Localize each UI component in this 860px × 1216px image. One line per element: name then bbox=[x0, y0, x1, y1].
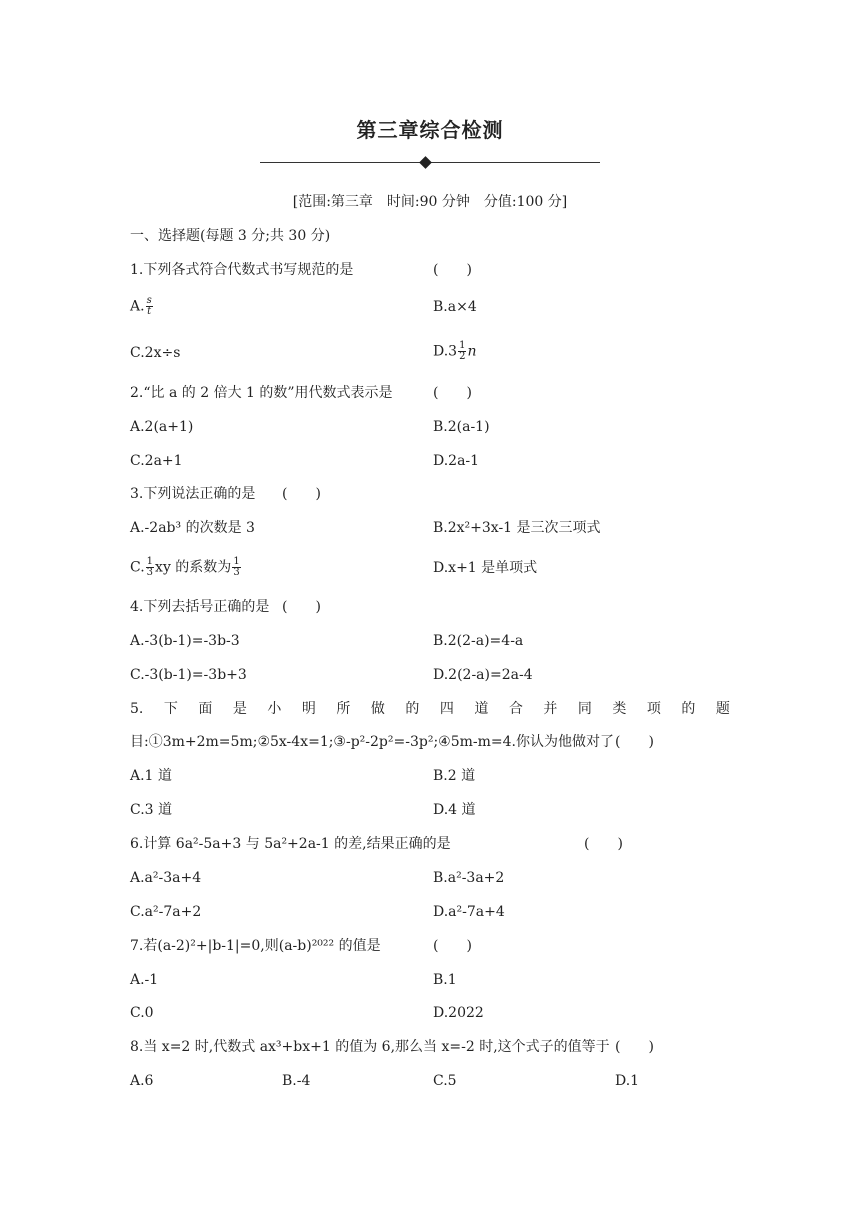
question-6-option-d[interactable]: D.a²-7a+4 bbox=[433, 904, 505, 920]
question-2-answer-paren: ( ) bbox=[433, 385, 472, 401]
question-1-stem: 1.下列各式符合代数式书写规范的是 bbox=[130, 262, 354, 278]
question-5-option-a[interactable]: A.1 道 bbox=[130, 768, 172, 784]
question-1-option-a[interactable] bbox=[130, 296, 154, 317]
question-4-option-a[interactable]: A.-3(b-1)=-3b-3 bbox=[130, 633, 240, 649]
question-6-option-a[interactable]: A.a²-3a+4 bbox=[130, 870, 202, 886]
question-3-option-b[interactable]: B.2x²+3x-1 是三次三项式 bbox=[433, 520, 601, 536]
question-3-stem: 3.下列说法正确的是 bbox=[130, 486, 256, 502]
question-5-option-b[interactable]: B.2 道 bbox=[433, 768, 476, 784]
question-8-option-d[interactable]: D.1 bbox=[615, 1073, 640, 1089]
question-3-option-d[interactable]: D.x+1 是单项式 bbox=[433, 560, 538, 576]
fraction: $\frac{s}{t}$ bbox=[146, 295, 152, 317]
question-8-option-c[interactable]: C.5 bbox=[433, 1073, 457, 1089]
question-2-option-a[interactable]: A.2(a+1) bbox=[130, 419, 194, 435]
question-4-option-c[interactable]: C.-3(b-1)=-3b+3 bbox=[130, 667, 247, 683]
exam-info: [范围:第三章 时间:90 分钟 分值:100 分] bbox=[292, 194, 568, 210]
question-4-option-d[interactable]: D.2(2-a)=2a-4 bbox=[433, 667, 533, 683]
question-3-option-c[interactable] bbox=[130, 557, 242, 578]
question-8-option-a[interactable]: A.6 bbox=[130, 1073, 154, 1089]
question-7-option-d[interactable]: D.2022 bbox=[433, 1005, 484, 1021]
question-8-stem: 8.当 x=2 时,代数式 ax³+bx+1 的值为 6,那么当 x=-2 时,这个式子的值等于 bbox=[130, 1039, 610, 1055]
question-8-answer-paren: ( ) bbox=[615, 1039, 654, 1055]
option-label: D.3 bbox=[433, 343, 458, 360]
question-6-option-b[interactable]: B.a²-3a+2 bbox=[433, 870, 505, 886]
diamond-ornament-icon bbox=[419, 156, 432, 169]
question-3-option-a[interactable]: A.-2ab³ 的次数是 3 bbox=[130, 520, 255, 536]
question-5-stem-line-1: 5. 下 面 是 小 明 所 做 的 四 道 合 并 同 类 项 的 题 bbox=[130, 701, 730, 717]
option-text: xy 的系数为 bbox=[155, 559, 232, 576]
question-2-stem: 2.“比 a 的 2 倍大 1 的数”用代数式表示是 bbox=[130, 385, 393, 401]
variable: n bbox=[467, 343, 477, 360]
question-2-option-c[interactable]: C.2a+1 bbox=[130, 453, 183, 469]
question-5-stem-line-2: 目:①3m+2m=5m;②5x-4x=1;③-p²-2p²=-3p²;④5m-m=4.你认为他做对了 bbox=[130, 734, 614, 750]
question-1-option-b[interactable]: B.a×4 bbox=[433, 299, 477, 315]
question-3-answer-paren: ( ) bbox=[282, 486, 321, 502]
question-6-answer-paren: ( ) bbox=[584, 836, 623, 852]
question-4-option-b[interactable]: B.2(2-a)=4-a bbox=[433, 633, 524, 649]
question-4-stem: 4.下列去括号正确的是 bbox=[130, 599, 270, 615]
question-4-answer-paren: ( ) bbox=[282, 599, 321, 615]
fraction: $\frac{1}{3}$ bbox=[146, 556, 154, 578]
page-title: 第三章综合检测 bbox=[356, 118, 504, 142]
question-5-option-d[interactable]: D.4 道 bbox=[433, 802, 476, 818]
option-label: A. bbox=[130, 298, 145, 315]
question-7-stem: 7.若(a-2)²+|b-1|=0,则(a-b)²⁰²² 的值是 bbox=[130, 938, 381, 954]
question-2-option-b[interactable]: B.2(a-1) bbox=[433, 419, 490, 435]
option-label: C. bbox=[130, 559, 145, 576]
question-7-option-b[interactable]: B.1 bbox=[433, 972, 457, 988]
question-8-option-b[interactable]: B.-4 bbox=[282, 1073, 311, 1089]
fraction: $\frac{1}{3}$ bbox=[233, 556, 240, 578]
question-6-option-c[interactable]: C.a²-7a+2 bbox=[130, 904, 202, 920]
question-7-answer-paren: ( ) bbox=[433, 938, 472, 954]
section-heading: 一、选择题(每题 3 分;共 30 分) bbox=[130, 228, 331, 244]
question-7-option-a[interactable]: A.-1 bbox=[130, 972, 159, 988]
question-2-option-d[interactable]: D.2a-1 bbox=[433, 453, 480, 469]
question-5-option-c[interactable]: C.3 道 bbox=[130, 802, 173, 818]
question-7-option-c[interactable]: C.0 bbox=[130, 1005, 154, 1021]
fraction: $\frac{1}{2}$ bbox=[459, 340, 466, 362]
question-1-option-c[interactable]: C.2x÷s bbox=[130, 345, 181, 361]
question-5-answer-paren: ( ) bbox=[615, 734, 654, 750]
question-6-stem: 6.计算 6a²-5a+3 与 5a²+2a-1 的差,结果正确的是 bbox=[130, 836, 451, 852]
question-1-option-d[interactable] bbox=[433, 341, 477, 362]
question-1-answer-paren: ( ) bbox=[433, 262, 472, 278]
